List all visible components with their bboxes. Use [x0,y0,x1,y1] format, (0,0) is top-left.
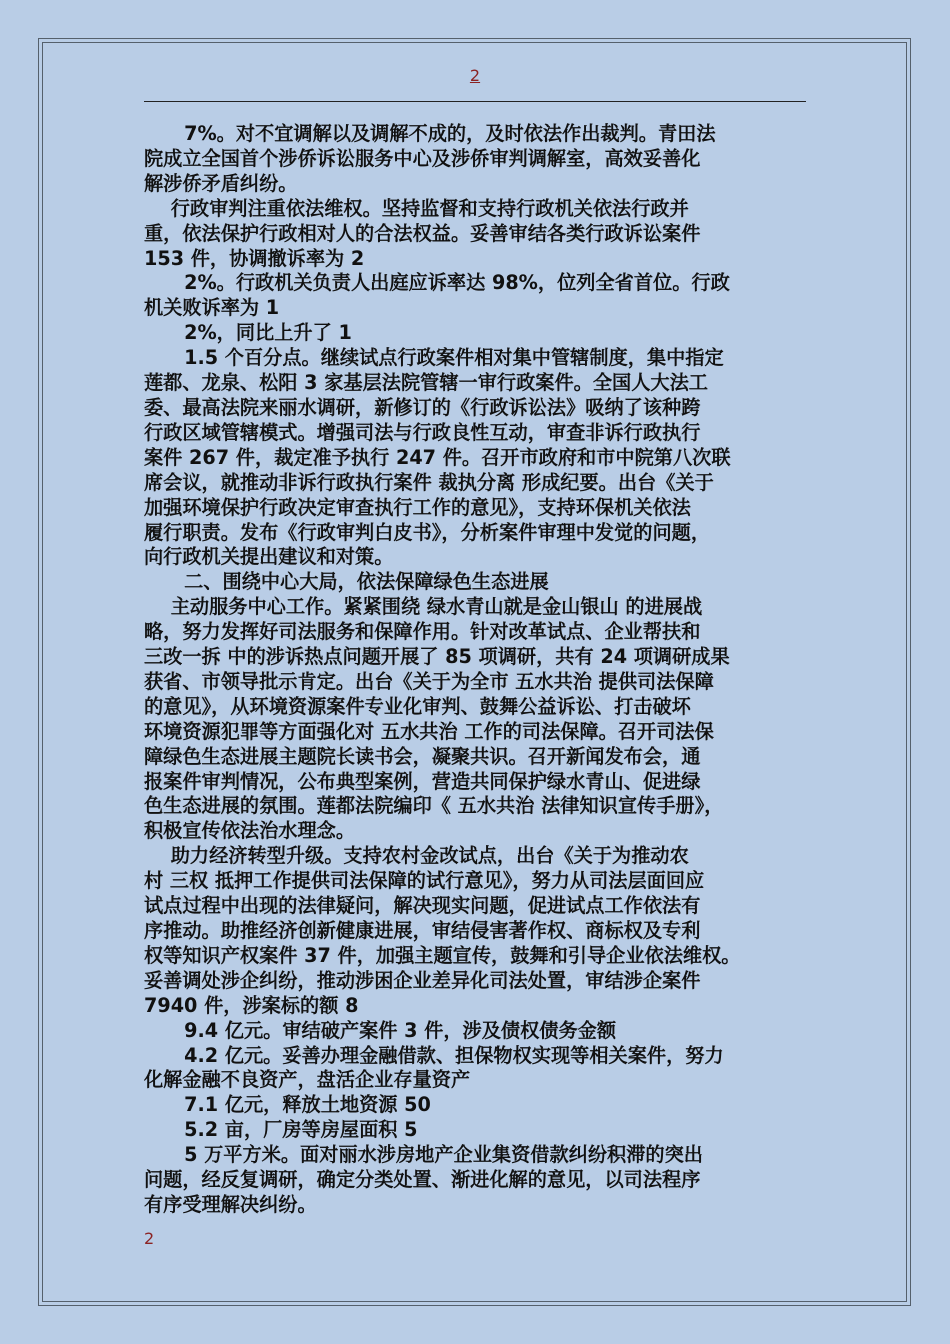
text-line: 妥善调处涉企纠纷，推动涉困企业差异化司法处置，审结涉企案件 [144,968,701,992]
document-body [144,122,824,1218]
text-line: 色生态进展的氛围。莲都法院编印《 五水共治 法律知识宣传手册》， [144,794,724,818]
text-line: 试点过程中出现的法律疑问，解决现实问题，促进试点工作依法有 [144,894,701,918]
text-line: 机关败诉率为 1 [144,296,280,320]
text-line: 案件 267 件，裁定准予执行 247 件。召开市政府和市中院第八次联 [144,445,731,469]
text-line: 解涉侨矛盾纠纷。 [144,171,298,195]
text-line: 行政审判注重依法维权。坚持监督和支持行政机关依法行政并 [144,196,689,220]
text-line: 问题，经反复调研，确定分类处置、渐进化解的意见，以司法程序 [144,1168,701,1192]
text-line: 1.5 个百分点。继续试点行政案件相对集中管辖制度，集中指定 [144,346,724,370]
text-line: 权等知识产权案件 37 件，加强主题宣传，鼓舞和引导企业依法维权。 [144,943,741,967]
text-line: 2%，同比上升了 1 [144,321,352,345]
text-line: 委、最高法院来丽水调研，新修订的《行政诉讼法》吸纳了该种跨 [144,395,701,419]
text-line: 履行职责。发布《行政审判白皮书》，分析案件审理中发觉的问题， [144,520,711,544]
text-line: 7940 件，涉案标的额 8 [144,993,359,1017]
text-line: 行政区域管辖模式。增强司法与行政良性互动，审查非诉行政执行 [144,420,701,444]
text-line: 4.2 亿元。妥善办理金融借款、担保物权实现等相关案件，努力 [144,1043,724,1067]
text-line: 障绿色生态进展主题院长读书会，凝聚共识。召开新闻发布会，通 [144,744,701,768]
text-line: 的意见》，从环境资源案件专业化审判、鼓舞公益诉讼、打击破坏 [144,694,691,718]
text-line: 重，依法保护行政相对人的合法权益。妥善审结各类行政诉讼案件 [144,221,701,245]
text-line: 院成立全国首个涉侨诉讼服务中心及涉侨审判调解室，高效妥善化 [144,146,701,170]
text-line: 村 三权 抵押工作提供司法保障的试行意见》，努力从司法层面回应 [144,869,705,893]
text-line: 9.4 亿元。审结破产案件 3 件，涉及债权债务金额 [144,1018,617,1042]
text-line: 序推动。助推经济创新健康进展，审结侵害著作权、商标权及专利 [144,919,701,942]
text-line: 2%。行政机关负责人出庭应诉率达 98%，位列全省首位。行政 [144,271,730,295]
text-line: 7.1 亿元，释放土地资源 50 [144,1093,431,1117]
text-line: 加强环境保护行政决定审查执行工作的意见》，支持环保机关依法 [144,495,691,519]
text-line: 三改一拆 中的涉诉热点问题开展了 85 项调研，共有 24 项调研成果 [144,645,730,669]
header-page-number: 2 [469,66,481,85]
text-line: 席会议，就推动非诉行政执行案件 裁执分离 形成纪要。出台《关于 [144,470,714,494]
text-line: 莲都、龙泉、松阳 3 家基层法院管辖一审行政案件。全国人大法工 [144,371,708,395]
text-line: 助力经济转型升级。支持农村金改试点，出台《关于为推动农 [144,844,689,868]
text-line: 积极宣传依法治水理念。 [144,819,356,843]
header-divider [144,101,806,102]
text-line: 略，努力发挥好司法服务和保障作用。针对改革试点、企业帮扶和 [144,620,701,644]
text-line: 153 件，协调撤诉率为 2 [144,246,365,270]
text-line: 二、围绕中心大局，依法保障绿色生态进展 [144,570,549,594]
text-line: 主动服务中心工作。紧紧围绕 绿水青山就是金山银山 的进展战 [144,595,703,619]
text-line: 化解金融不良资产，盘活企业存量资产 [144,1068,471,1092]
footer-page-number: 2 [144,1229,155,1248]
text-line: 5 万平方米。面对丽水涉房地产企业集资借款纠纷积滞的突出 [144,1143,703,1167]
text-line: 有序受理解决纠纷。 [144,1192,317,1216]
text-line: 报案件审判情况，公布典型案例，营造共同保护绿水青山、促进绿 [144,769,701,793]
text-line: 5.2 亩，厂房等房屋面积 5 [144,1118,418,1142]
text-line: 7%。对不宜调解以及调解不成的，及时依法作出裁判。青田法 [144,122,716,145]
text-line: 向行政机关提出建议和对策。 [144,545,394,569]
text-line: 环境资源犯罪等方面强化对 五水共治 工作的司法保障。召开司法保 [144,719,714,743]
text-line: 获省、市领导批示肯定。出台《关于为全市 五水共治 提供司法保障 [144,669,714,693]
